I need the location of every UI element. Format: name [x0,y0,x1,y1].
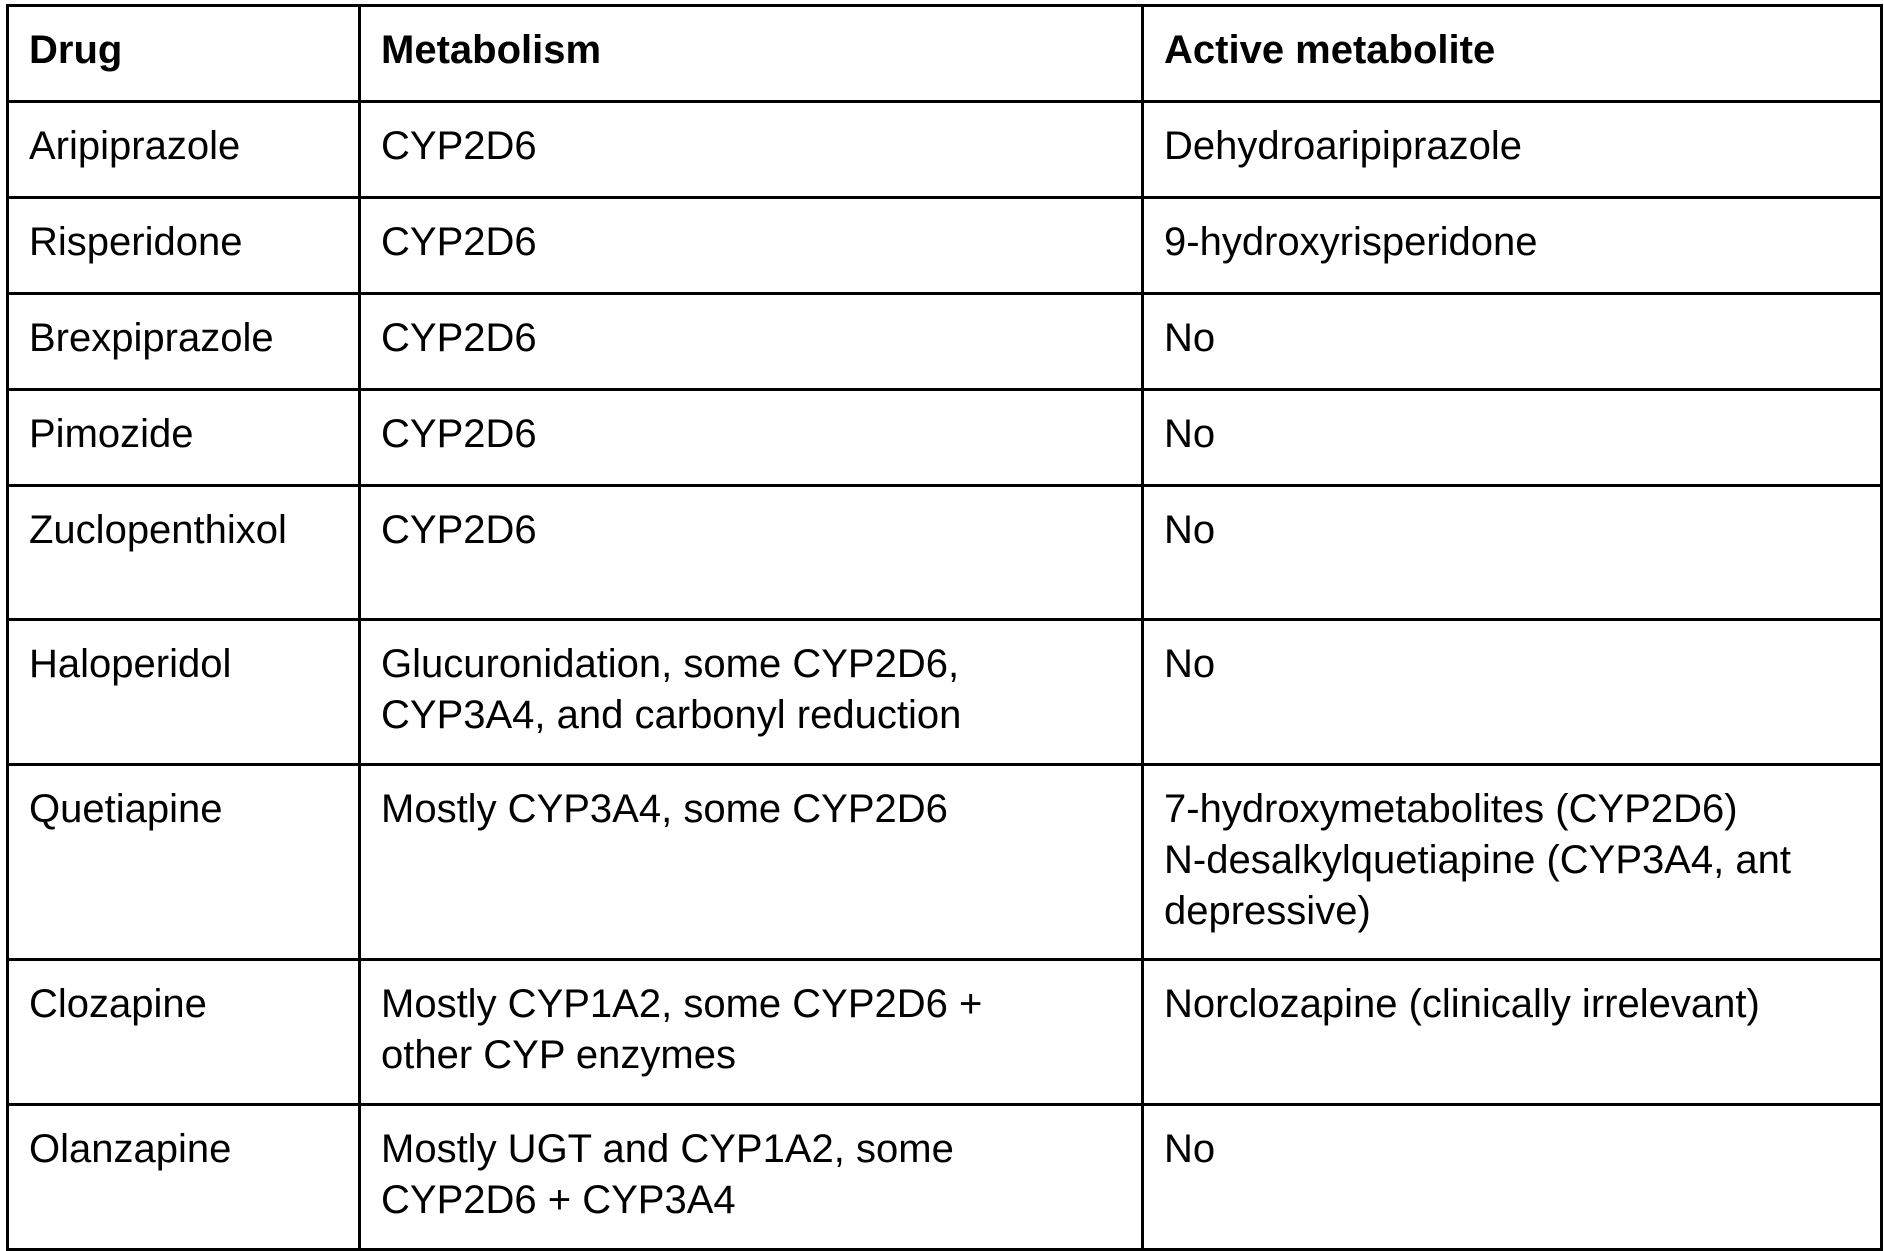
cell-metabolism: CYP2D6 [360,198,1143,294]
table-row [8,102,1882,198]
cell-drug: Olanzapine [8,1105,360,1250]
cell-active-metabolite: No [1143,486,1882,620]
table-row [8,294,1882,390]
cell-active-metabolite: No [1143,390,1882,486]
cell-metabolism: Mostly UGT and CYP1A2, some CYP2D6 + CYP3A4 [360,1105,1143,1250]
cell-drug: Risperidone [8,198,360,294]
cell-active-metabolite: Dehydroaripiprazole [1143,102,1882,198]
cell-metabolism: Glucuronidation, some CYP2D6, CYP3A4, and carbonyl reduction [360,620,1143,765]
cell-drug: Zuclopenthixol [8,486,360,620]
cell-metabolism: CYP2D6 [360,102,1143,198]
header-drug: Drug [8,6,360,102]
cell-drug: Aripiprazole [8,102,360,198]
cell-drug: Haloperidol [8,620,360,765]
cell-metabolism: Mostly CYP3A4, some CYP2D6 [360,765,1143,960]
cell-drug: Brexpiprazole [8,294,360,390]
cell-metabolism: CYP2D6 [360,294,1143,390]
header-active-metabolite: Active metabolite [1143,6,1882,102]
table-row [8,390,1882,486]
table-row [8,486,1882,620]
table-row [8,620,1882,765]
cell-drug: Clozapine [8,960,360,1105]
table-row [8,1105,1882,1250]
cell-active-metabolite: No [1143,294,1882,390]
cell-active-metabolite: Norclozapine (clinically irrelevant) [1143,960,1882,1105]
cell-metabolism: Mostly CYP1A2, some CYP2D6 + other CYP enzymes [360,960,1143,1105]
drug-metabolism-table [6,4,1883,1251]
cell-metabolism: CYP2D6 [360,390,1143,486]
cell-active-metabolite: No [1143,1105,1882,1250]
table-row [8,765,1882,960]
table-row [8,960,1882,1105]
table-header-row [8,6,1882,102]
cell-active-metabolite: 9-hydroxyrisperidone [1143,198,1882,294]
cell-active-metabolite: 7-hydroxymetabolites (CYP2D6) N-desalkylquetiapine (CYP3A4, ant depressive) [1143,765,1882,960]
header-metabolism: Metabolism [360,6,1143,102]
cell-metabolism: CYP2D6 [360,486,1143,620]
cell-drug: Quetiapine [8,765,360,960]
table-row [8,198,1882,294]
cell-active-metabolite: No [1143,620,1882,765]
cell-drug: Pimozide [8,390,360,486]
